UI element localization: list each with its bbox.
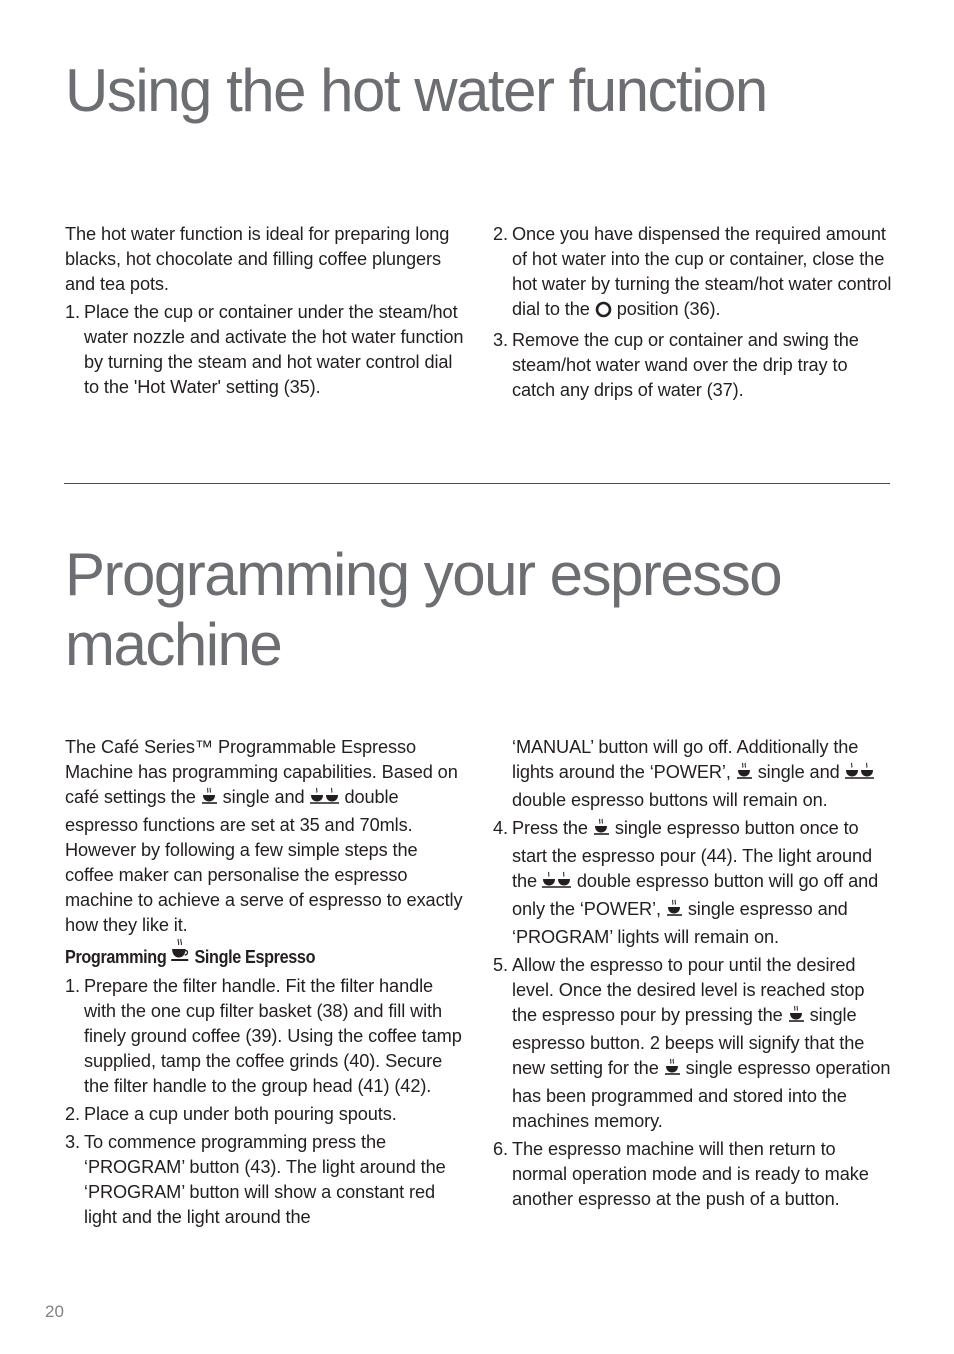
step-number: 1. (65, 976, 80, 996)
single-cup-icon (593, 818, 610, 844)
step-number: 3. (493, 330, 508, 350)
list-item (65, 1102, 465, 1127)
double-cup-icon (310, 787, 340, 813)
off-circle-icon (595, 300, 612, 325)
step-number: 2. (65, 1104, 80, 1124)
list-item (65, 1130, 465, 1230)
section-title-hot-water: Using the hot water function (65, 57, 767, 124)
step-text: Press the single espresso button once to start the espresso pour (44). The light around the double espresso button will go off and only the ‘POWER’, single espresso and ‘PROGRAM’ lights will remain on. (512, 818, 879, 947)
single-cup-icon (201, 787, 218, 813)
step-text: position (36). (616, 299, 721, 319)
hot-water-left-column (65, 222, 465, 403)
list-item (493, 816, 893, 950)
step-text: Allow the espresso to pour until the desired level. Once the desired level is reached stop the espresso pour by pressing the single espresso button. 2 beeps will signify that the new setting for the single espresso operation has been programmed and stored into the machines memory. (512, 955, 891, 1131)
section-divider (64, 483, 890, 484)
step-number: 3. (65, 1132, 80, 1152)
list-item (65, 300, 465, 400)
title-line: Programming your espresso (65, 541, 782, 608)
double-cup-icon (542, 871, 572, 897)
step-text: Prepare the filter handle. Fit the filter handle with the one cup filter basket (38) and fill with finely ground coffee (39). Using the coffee tamp supplied, tamp the coffee grinds (40). Secure the filter handle to the group head (41) (42). (84, 976, 462, 1096)
step-number: 5. (493, 955, 508, 975)
section-title-programming (65, 540, 781, 680)
step-number: 4. (493, 818, 508, 838)
single-cup-icon (664, 1058, 681, 1084)
programming-left-column (65, 735, 465, 1233)
step-number: 2. (493, 224, 508, 244)
step-text: To commence programming press the ‘PROGRAM’ button (43). The light around the ‘PROGRAM’ button will show a constant red light and the light around the (84, 1132, 446, 1227)
programming-intro: The Café Series™ Programmable Espresso Machine has programming capabilities. Based on café settings the single and double espresso functions are set at 35 and 70mls. However by following a few simple steps the coffee maker can personalise the espresso machine to achieve a serve of espresso to exactly how they like it. (65, 737, 463, 935)
step-text: Place a cup under both pouring spouts. (84, 1104, 397, 1124)
double-cup-icon (845, 762, 875, 788)
programming-right-column (493, 735, 893, 1215)
list-item (493, 222, 893, 325)
step-text: The espresso machine will then return to normal operation mode and is ready to make another espresso at the push of a button. (512, 1139, 869, 1209)
single-cup-icon (788, 1005, 805, 1031)
step-text: Remove the cup or container and swing the steam/hot water wand over the drip tray to catch any drips of water (37). (512, 330, 859, 400)
list-item (493, 328, 893, 403)
step-number: 6. (493, 1139, 508, 1159)
page-number: 20 (45, 1302, 64, 1321)
title-line: machine (65, 611, 282, 678)
step-text: Place the cup or container under the steam/hot water nozzle and activate the hot water function by turning the steam and hot water control dial to the 'Hot Water' setting (35). (84, 302, 464, 397)
list-item (493, 1137, 893, 1212)
list-item (493, 953, 893, 1134)
single-cup-icon (171, 938, 191, 974)
step-text: Once you have dispensed the required amount of hot water into the cup or container, close the hot water by turning the steam/hot water control dial to the (512, 224, 892, 319)
single-cup-icon (666, 899, 683, 925)
step-number: 1. (65, 302, 80, 322)
single-cup-icon (736, 762, 753, 788)
hot-water-intro: The hot water function is ideal for preparing long blacks, hot chocolate and filling coffee plungers and tea pots. (65, 224, 450, 294)
programming-subhead: Programming Single Espresso (65, 938, 425, 974)
list-item (65, 974, 465, 1099)
list-item-continued: ‘MANUAL’ button will go off. Additionally the lights around the ‘POWER’, single and double espresso buttons will remain on. (493, 735, 893, 813)
hot-water-right-column (493, 222, 893, 406)
